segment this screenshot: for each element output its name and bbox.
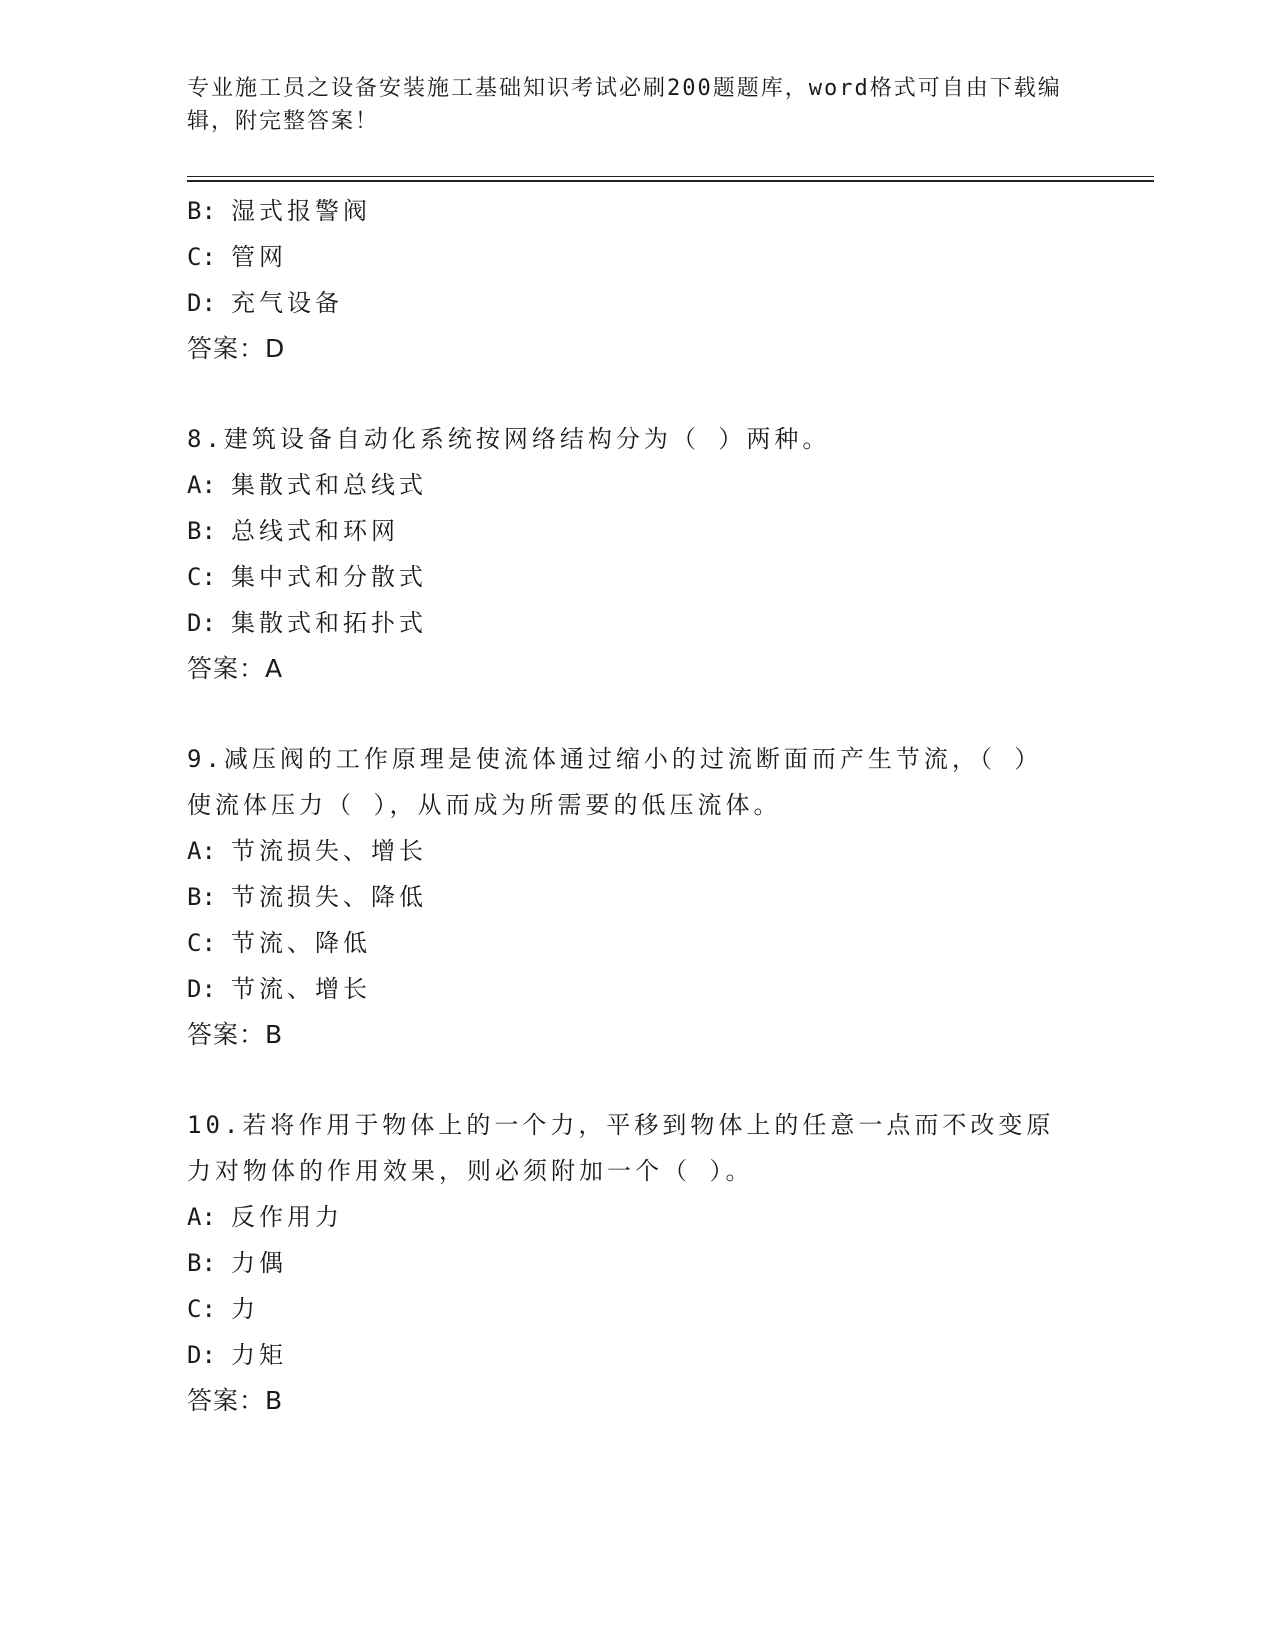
option-text: 节流、降低 (231, 929, 371, 957)
option-label: D: (187, 1341, 216, 1369)
option-d (187, 280, 1087, 326)
question-9 (187, 736, 1087, 1058)
option-label: D: (187, 609, 216, 637)
option-c (187, 234, 1087, 280)
option-label: D: (187, 289, 216, 317)
option-a (187, 828, 1087, 874)
option-a (187, 1194, 1087, 1240)
option-label: B: (187, 883, 216, 911)
question-stem: 9.减压阀的工作原理是使流体通过缩小的过流断面而产生节流，（ ）使流体压力（ ），从而成为所需要的低压流体。 (187, 745, 1043, 819)
document-body (187, 188, 1087, 1424)
option-c (187, 554, 1087, 600)
option-b (187, 1240, 1087, 1286)
option-text: 总线式和环网 (231, 517, 399, 545)
option-b (187, 508, 1087, 554)
answer: 答案：B (187, 1020, 284, 1049)
option-b (187, 188, 1087, 234)
option-text: 集中式和分散式 (231, 563, 427, 591)
option-text: 充气设备 (231, 289, 343, 317)
option-label: C: (187, 929, 216, 957)
option-text: 集散式和拓扑式 (231, 609, 427, 637)
option-d (187, 600, 1087, 646)
option-d (187, 1332, 1087, 1378)
option-text: 力偶 (231, 1249, 287, 1277)
option-label: D: (187, 975, 216, 1003)
option-text: 节流、增长 (231, 975, 371, 1003)
header-divider-thin (187, 176, 1154, 177)
option-label: A: (187, 1203, 216, 1231)
header-divider-thick (187, 180, 1154, 182)
option-c (187, 920, 1087, 966)
question-10 (187, 1102, 1087, 1424)
option-b (187, 874, 1087, 920)
option-label: B: (187, 517, 216, 545)
option-text: 反作用力 (231, 1203, 343, 1231)
option-text: 力矩 (231, 1341, 287, 1369)
option-text: 集散式和总线式 (231, 471, 427, 499)
answer: 答案：B (187, 1386, 284, 1415)
question-stem: 10.若将作用于物体上的一个力，平移到物体上的任意一点而不改变原力对物体的作用效果，则必须附加一个（ ）。 (187, 1111, 1055, 1185)
option-label: C: (187, 243, 216, 271)
document-header: 专业施工员之设备安装施工基础知识考试必刷200题题库，word格式可自由下载编辑，附完整答案！ (187, 76, 1062, 134)
option-text: 湿式报警阀 (231, 197, 371, 225)
option-d (187, 966, 1087, 1012)
option-text: 管网 (231, 243, 287, 271)
option-text: 节流损失、增长 (231, 837, 427, 865)
option-text: 力 (231, 1295, 259, 1323)
option-label: B: (187, 197, 216, 225)
question-8 (187, 416, 1087, 692)
answer: 答案：A (187, 654, 284, 683)
question-stem: 8.建筑设备自动化系统按网络结构分为（ ）两种。 (187, 425, 831, 453)
option-c (187, 1286, 1087, 1332)
option-a (187, 462, 1087, 508)
answer: 答案：D (187, 334, 286, 363)
question-7-continued (187, 188, 1087, 372)
option-label: A: (187, 837, 216, 865)
option-label: C: (187, 1295, 216, 1323)
option-label: A: (187, 471, 216, 499)
option-label: B: (187, 1249, 216, 1277)
option-text: 节流损失、降低 (231, 883, 427, 911)
option-label: C: (187, 563, 216, 591)
